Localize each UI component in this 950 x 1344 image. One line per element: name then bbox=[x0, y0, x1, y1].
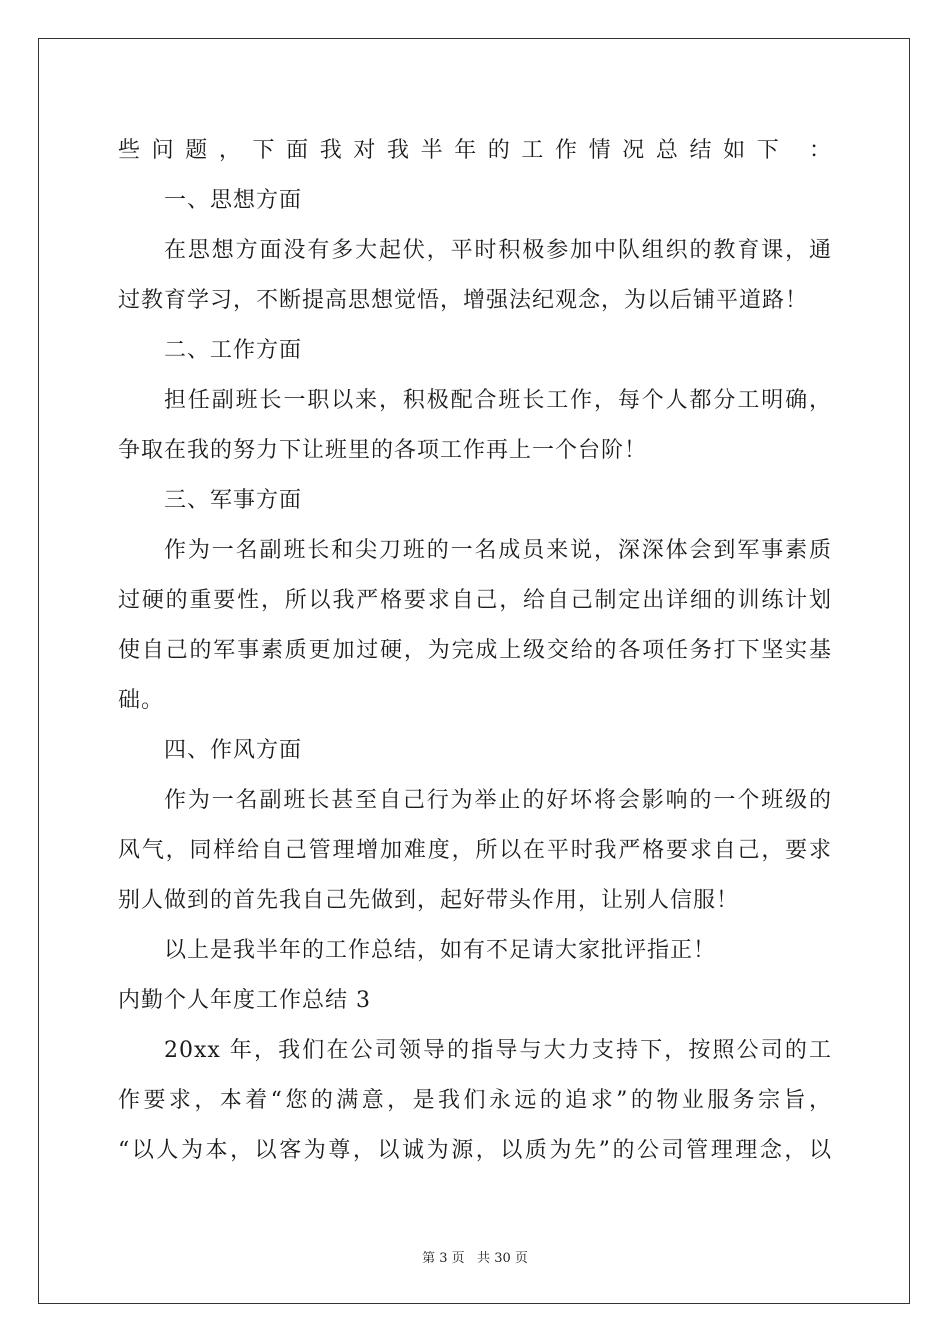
paragraph-line: 风气，同样给自己管理增加难度，所以在平时我严格要求自己，要求 bbox=[118, 838, 832, 863]
paragraph-line: 在思想方面没有多大起伏，平时积极参加中队组织的教育课，通 bbox=[164, 238, 832, 263]
section-heading-style: 四、作风方面 bbox=[164, 738, 303, 763]
paragraph-line: 作为一名副班长甚至自己行为举止的好坏将会影响的一个班级的 bbox=[164, 788, 832, 813]
paragraph-line: 以上是我半年的工作总结，如有不足请大家批评指正！ bbox=[164, 938, 717, 963]
paragraph-line: 过教育学习，不断提高思想觉悟，增强法纪观念，为以后铺平道路！ bbox=[118, 288, 809, 313]
paragraph-line: 作为一名副班长和尖刀班的一名成员来说，深深体会到军事素质 bbox=[164, 538, 832, 563]
paragraph-line: 争取在我的努力下让班里的各项工作再上一个台阶！ bbox=[118, 438, 648, 463]
paragraph-line: 些问题，下面我对我半年的工作情况总结如下 ： bbox=[118, 138, 832, 163]
section-heading-military: 三、军事方面 bbox=[164, 488, 303, 513]
paragraph-line: 别人做到的首先我自己先做到，起好带头作用，让别人信服！ bbox=[118, 888, 740, 913]
section-heading-thought: 一、思想方面 bbox=[164, 188, 303, 213]
document-body bbox=[118, 126, 832, 1176]
paragraph-line: 础。 bbox=[118, 688, 165, 713]
paragraph-line: “以人为本，以客为尊，以诚为源，以质为先”的公司管理理念，以 bbox=[118, 1138, 832, 1163]
section-heading-work: 二、工作方面 bbox=[164, 338, 303, 363]
paragraph-line: 作要求，本着“您的满意，是我们永远的追求”的物业服务宗旨， bbox=[118, 1088, 832, 1113]
paragraph-line: 20xx 年，我们在公司领导的指导与大力支持下，按照公司的工 bbox=[164, 1038, 832, 1063]
paragraph-line: 过硬的重要性，所以我严格要求自己，给自己制定出详细的训练计划 bbox=[118, 588, 832, 613]
paragraph-line: 担任副班长一职以来，积极配合班长工作，每个人都分工明确， bbox=[164, 388, 832, 413]
page-number-footer: 第 3 页 共 30 页 bbox=[422, 1251, 528, 1266]
article-title: 内勤个人年度工作总结 3 bbox=[118, 988, 371, 1013]
paragraph-line: 使自己的军事素质更加过硬，为完成上级交给的各项任务打下坚实基 bbox=[118, 638, 832, 663]
